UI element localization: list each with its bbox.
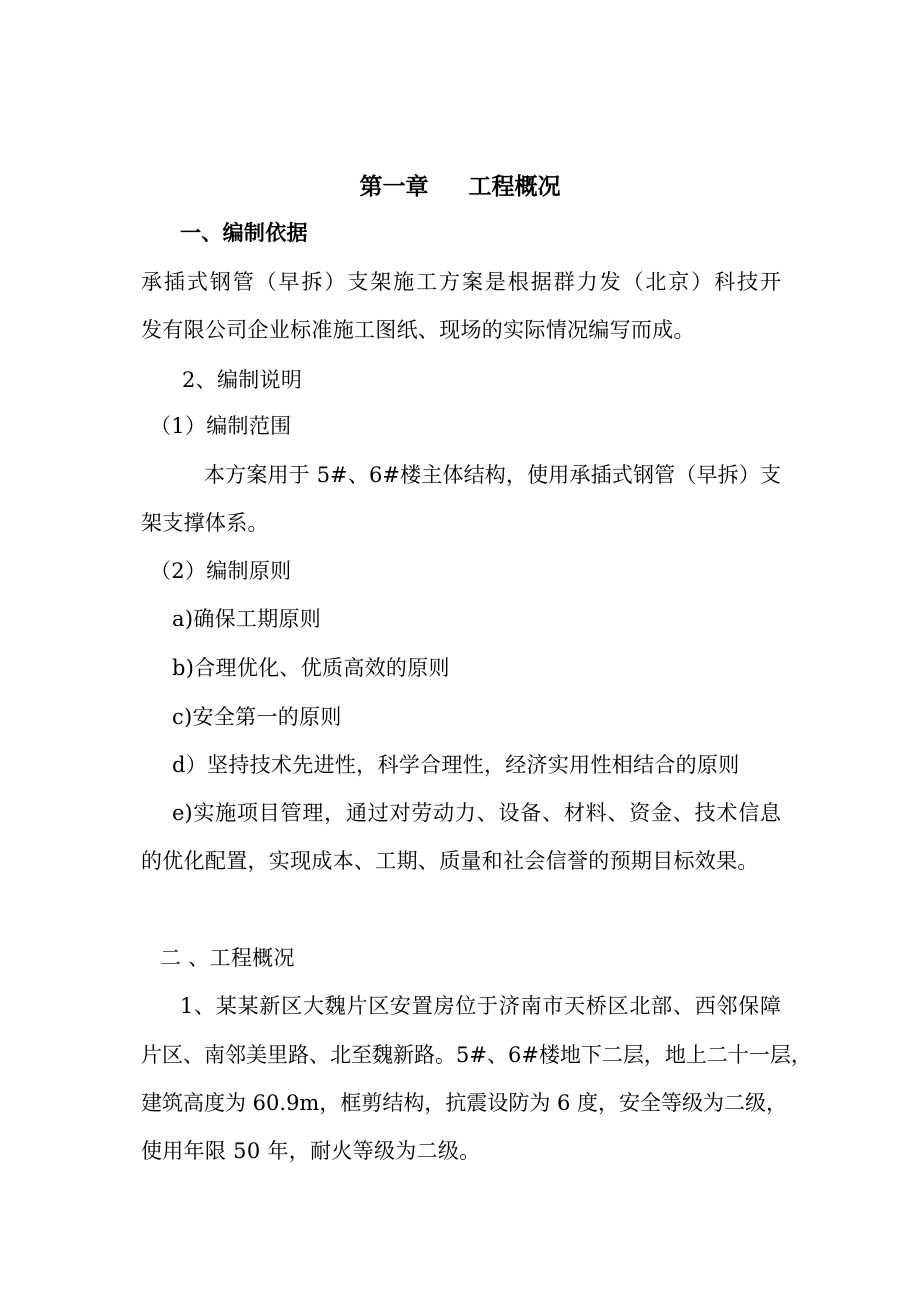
principle-e: e)实施项目管理，通过对劳动力、设备、材料、资金、技术信息 [172,801,781,825]
scope-line-2: 架支撑体系。 [141,511,269,535]
principles-heading: （2）编制原则 [150,559,292,583]
principle-d: d）坚持技术先进性，科学合理性，经济实用性相结合的原则 [172,753,740,777]
scope-heading: （1）编制范围 [150,414,292,438]
principle-c: c)安全第一的原则 [172,705,342,729]
scope-line-1: 本方案用于 5#、6#楼主体结构，使用承插式钢管（早拆）支 [204,463,781,487]
overview-line-4: 使用年限 50 年，耐火等级为二级。 [141,1139,481,1163]
principle-e-continued: 的优化配置，实现成本、工期、质量和社会信誉的预期目标效果。 [141,849,759,873]
overview-line-2: 片区、南邻美里路、北至魏新路。5#、6#楼地下二层，地上二十一层， [141,1043,812,1067]
subsection-2-heading: 2、编制说明 [182,368,303,392]
section2-heading: 二 、工程概况 [160,946,295,970]
overview-line-1: 1、某某新区大魏片区安置房位于济南市天桥区北部、西邻保障 [180,994,781,1018]
section1-heading: 一、编制依据 [180,221,308,245]
basis-line-1: 承插式钢管（早拆）支架施工方案是根据群力发（北京）科技开 [141,270,781,294]
principle-b: b)合理优化、优质高效的原则 [172,656,450,680]
principle-a: a)确保工期原则 [172,607,322,631]
overview-line-3: 建筑高度为 60.9m，框剪结构，抗震设防为 6 度，安全等级为二级， [141,1091,788,1115]
chapter-title [0,172,920,202]
chapter-name: 工程概况 [468,174,561,200]
basis-line-2: 发有限公司企业标准施工图纸、现场的实际情况编写而成。 [141,318,695,342]
chapter-number: 第一章 [359,174,429,200]
